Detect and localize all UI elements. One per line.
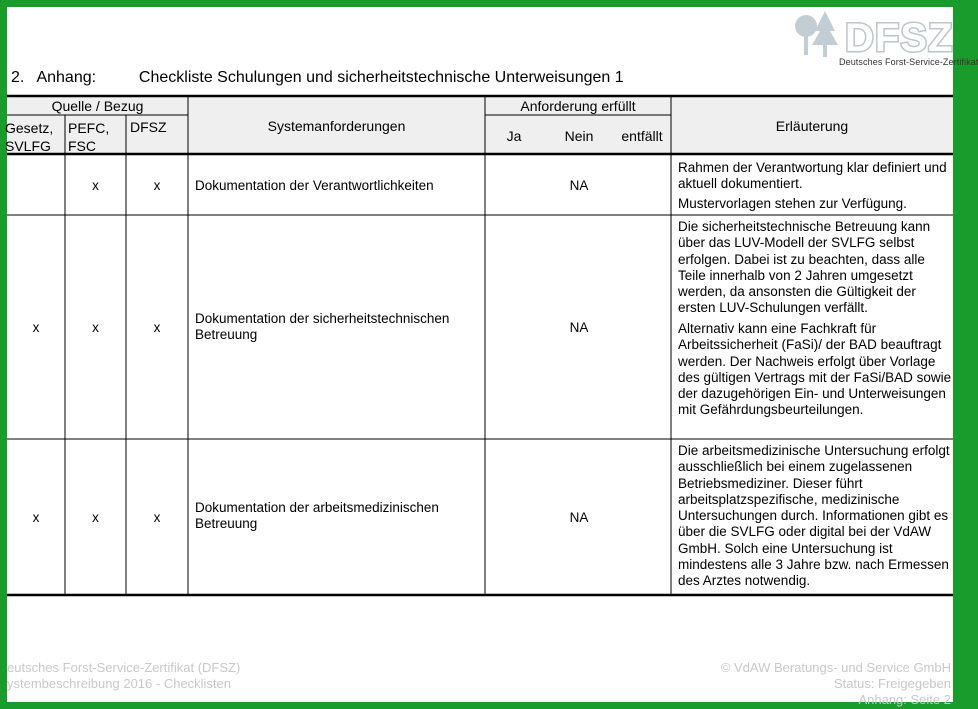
footer-right-line1: © VdAW Beratungs- und Service GmbH (720, 660, 951, 675)
footer-left-line2: ystembeschreibung 2016 - Checklisten (7, 676, 232, 691)
footer-right (721, 660, 951, 708)
footer-left (7, 660, 240, 692)
header-ja: Ja (506, 128, 522, 144)
row2-gesetz: x (32, 320, 40, 335)
row2-explanation-1: Die sicherheitstechnische Betreuung kann über das LUV-Modell der SVLFG selbst erfolgen. Dabei ist zu beachten, dass alle Teile innerhalb von 2 Jahren umgesetzt werden, da ansonsten die Gültigkeit der ersten LUV-Schulungen verfällt. (678, 219, 931, 316)
row3-pefc: x (92, 510, 99, 525)
header-dfsz: DFSZ (130, 119, 167, 135)
title-number: 2. (11, 69, 25, 86)
row3-dfsz: x (153, 510, 161, 525)
header-nein: Nein (564, 128, 594, 144)
row1-requirement: Dokumentation der Verantwortlichkeiten (195, 178, 434, 193)
row3-gesetz: x (32, 510, 40, 525)
row3-requirement: Dokumentation der arbeitsmedizinischen Betreuung (195, 500, 439, 531)
footer-right-line3: Anhang: Seite 2 (858, 692, 951, 707)
header-gesetz: Gesetz, SVLFG (5, 120, 54, 154)
row1-pefc: x (92, 178, 99, 193)
row3-nein: NA (569, 510, 589, 525)
row2-dfsz: x (153, 320, 161, 335)
header-fulfilled-group: Anforderung erfüllt (520, 98, 636, 114)
header-pefc: PEFC, FSC (68, 120, 110, 154)
logo-subtitle: Deutsches Forst-Service-Zertifikat (839, 57, 978, 67)
row2-nein: NA (569, 320, 589, 335)
footer-right-line2: Status: Freigegeben (833, 676, 951, 691)
header-entfaellt: entfällt (621, 128, 663, 144)
row1-explanation-1: Rahmen der Verantwortung klar definiert und aktuell dokumentiert. (678, 160, 947, 192)
row1-nein: NA (569, 178, 589, 193)
title-text: Checkliste Schulungen und sicherheitstechnische Unterweisungen 1 (138, 69, 624, 86)
row2-explanation-2: Alternativ kann eine Fachkraft für Arbeitssicherheit (FaSi)/ der BAD beauftragt werden. Der Nachweis erfolgt über Vorlage des gültigen Vertrags mit der FaSi/BAD sowie der dazugehörigen Ein- und Unterweisungen mit Gefährdungsbeurteilungen. (678, 321, 952, 418)
row1-dfsz: x (153, 178, 161, 193)
document-page (5, 7, 978, 707)
footer-left-line1: eutsches Forst-Service-Zertifikat (DFSZ) (7, 660, 241, 675)
header-requirements: Systemanforderungen (267, 118, 406, 134)
title-label: Anhang: (36, 69, 97, 86)
row3-explanation-1: Die arbeitsmedizinische Untersuchung erfolgt ausschließlich bei einem zugelassenen Betriebsmediziner. Dieser führt arbeitsplatzspezifische, medizinische Untersuchungen durch. Informationen gibt es über die SVLFG oder digital bei der VdAW GmbH. Solch eine Untersuchung ist mindestens alle 3 Jahre bzw. nach Ermessen des Arztes notwendig. (678, 443, 950, 589)
row2-pefc: x (92, 320, 99, 335)
row1-explanation-2: Mustervorlagen stehen zur Verfügung. (678, 196, 907, 211)
row2-requirement: Dokumentation der sicherheitstechnischen Betreuung (195, 311, 450, 342)
header-explanation: Erläuterung (775, 118, 849, 134)
tree-logo-icon (795, 11, 838, 57)
header-source-group: Quelle / Bezug (51, 98, 144, 114)
logo-wordmark: DFSZ (845, 16, 954, 60)
page-title (11, 69, 624, 87)
